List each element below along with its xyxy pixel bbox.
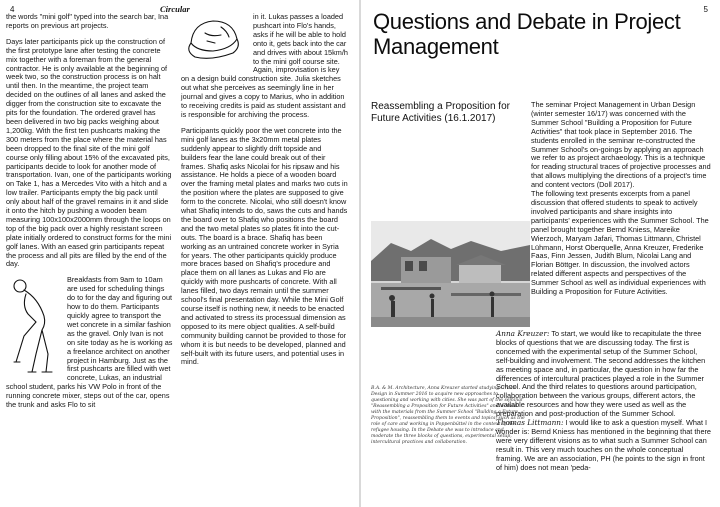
chapter-title: Questions and Debate in Project Management xyxy=(373,9,681,59)
dialogue-paragraph xyxy=(496,419,711,472)
paragraph: in it. Lukas passes a loaded pushcart into Flo's hands, asks if he will be able to hold onto it, gets back into the car and drives with about 15km/h to the mini golf course site. Again, improvisation is key on a design build construction site. Julia sketches out what she perceives as seemingly line in her journal and gives a copy to Marius, who in addition to receiving credits is paid as student assistant and is responsible for archiving the process. xyxy=(181,12,348,119)
figure-bending-drawing-icon xyxy=(6,276,61,376)
right-page xyxy=(361,0,720,507)
speaker-name: Anna Kreuzer: xyxy=(496,329,550,338)
left-page xyxy=(0,0,359,507)
cap-drawing-icon xyxy=(181,13,247,65)
right-column xyxy=(496,100,711,472)
paragraph: Breakfasts from 9am to 10am are used for scheduling things do to for the day and figuring out how to do them. Participants quickly agree to transport the wet concrete in a similar fashion as the gravel. Only Ivan is not on site today as he is working as a freelance architect on another project in Hamburg. Just as the first pushcarts are filled with wet concrete, Lukas, an industrial school student, parks his VW Polo in front of the running concrete mixer, steps out of the car, opens the trunk and asks Flo to sit xyxy=(6,275,173,410)
running-title: Circular xyxy=(160,4,190,14)
speaker-text: I would like to ask a question myself. What I wonder is: Bernd Kniess has mentioned in the beginning that there were very different visions as to what such a Summer School can result in. This very much touches on the whole conceptual framing. We are an association, PH (he points to the sign in front of him) does not mean 'peda- xyxy=(496,418,711,472)
construction-site-photo-icon xyxy=(371,221,530,327)
photo-caption: B.A. & M. Architecture, Anna Kreuzer started studying Urban Design in Summer 2016 to acquire new approaches to questioning and working with cities. She was part of the seminar "Reassembling a Proposition for Future Activities" and worked with the materials from the Summer School "Building a Future Proposition", reassembling them to events and topics, such as the role of care and working in Poppenbüttel in the context of the refugee housing. In the Debate she was to introduce and moderate the three blocks of questions, experimental setup, intercultural practices and collaboration. xyxy=(371,386,525,445)
speaker-name: Thomas Littmann: xyxy=(496,418,564,428)
left-column-1 xyxy=(6,13,173,417)
discussion-text xyxy=(496,330,711,473)
section-subtitle: Reassembling a Proposition for Future Activities (16.1.2017) xyxy=(371,101,510,124)
dialogue-paragraph xyxy=(496,330,711,419)
paragraph: Days later participants pick up the construction of the first prototype lane after testing the concrete mix together with a foreman from the general contractor. He is only available at the beginning of week two, so the construction process is on halt until then. In the meantime, the project team decided on the outlines of all lanes and asked the digger from the construction site to excavate the pits for the foundation. The ordered gravel has been delivered in two big packs weighing about 1,200kg. With the first ten pushcarts making the 300 meters from the place where the material has been dropped to the final site of the mini golf course only filling about 15% of the excavated pits, participants decide to look for another mode of transportation. Ivan, one of the participants working on Take 1, has a Mercedes Vito with a hitch and a low trailer. Participants empty the big pack until only about half of the gravel remains in it and slide it onto the hitch by pushing a wooden beam measuring 100x100x2000mm through the loops on top of the big pack over a highly resistant screen plate initially ordered to construct forms for the mini golf lanes. With an eased grin participants repeat the process and all pits are filled by the end of the day. xyxy=(6,36,172,269)
page-number-right: 5 xyxy=(703,5,708,14)
paragraph: The seminar Project Management in Urban Design (winter semester 16/17) was concerned with the Summer School "Building a Proposition for Future Activities" that took place in September 2016. The students enrolled in the seminar re-constructed the Summer School's on-goings by applying an approach we refer to as project archaeology. This is a technique for reading structural traces of projective processes and that allows multiplying the directions of a project's time and content vectors (Doll 2017). xyxy=(531,100,711,190)
paragraph: Participants quickly poor the wet concrete into the mini golf lanes as the 3x20mm metal plates suddenly appear to slightly drift topside and builders fear the lane could break out of their frames. Shafiq asks Nicolai for his ripsaw and his assistance. He holds a piece of a wooden board over the framing metal plates and marks two cuts in the position where the plates are supposed to give form to the concrete. Nicolai, who still doesn't know what Shafiq intends to do, saws the cuts and hands the board over to Shafiq who positions the board and the two metal plates so plates fit into the cut-outs. The board is a brace. Shafiq has been working as an untrained concrete worker in Syria for years. The other participants quickly produce more braces based on Shafiq's procedure and place them on all lanes as Lukas and Flo are quickly with more pushcarts of concrete. With all lanes filled, two days remain until the summer school's final presentation day. While the Mini Golf course itself is nothing new, it needs to be enacted and activated to stress its processual dimension as opposed to its mere object qualities. A self-build community building cannot be provided to those for whom it is but needs to be developed, planned and self-built with its future users, and potential uses in mind. xyxy=(181,125,348,367)
page-number-left: 4 xyxy=(10,5,15,14)
left-column-2 xyxy=(181,13,348,374)
paragraph: the words "mini golf" typed into the search bar, Ina reports on previous art projects. xyxy=(6,12,169,30)
speaker-text: To start, we would like to recapitulate the three blocks of questions that we are discussing today. The first is concerned with the experimental setup of the Summer School, self-building and involvement. The second addresses the kitchen as meeting space and, in particular, the question in how far the differences of intercultural practices played a role in the Summer School. And the third relates to questions around participation, collaboration between the various groups, different actors, the available resources and how they were used as well as the preparation and post-production of the Summer School. xyxy=(496,329,706,419)
paragraph: The following text presents excerpts from a panel discussion that offered students to speak to actively involved participants and share insights into participants' experiences with the Summer School. The panel brought together Bernd Kniess, Mareike Wierzoch, Maryam Jafari, Thomas Littmann, Christel Lühmann, Horst Oberquelle, Anna Kreuzer, Frederike Faas, Finn Jessen, Judith Blum, Nicolai Lang and Florian Böttger. In discussion, the involved actors related different aspects and perspectives of the Summer School as well as individual experiences with Building a Proposition for Future Activities. xyxy=(531,189,709,297)
